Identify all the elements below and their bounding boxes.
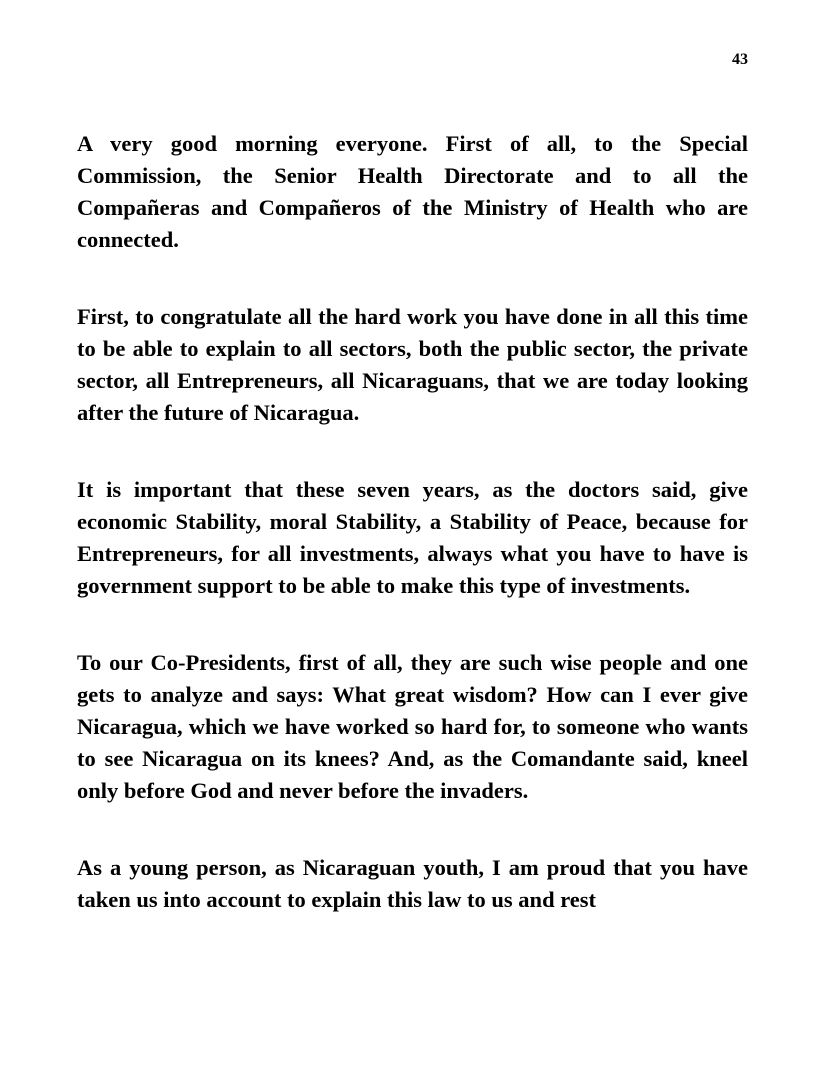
- paragraph-co-presidents: To our Co-Presidents, first of all, they are such wise people and one gets to analyze and says: What great wisdom? How can I ever give Nicaragua, which we have worked so hard for, to someone who wants to see Nicaragua on its knees? And, as the Comandante said, kneel only before God and never before the invaders.: [77, 650, 748, 803]
- paragraph-congratulations: First, to congratulate all the hard work you have done in all this time to be able to explain to all sectors, both the public sector, the private sector, all Entrepreneurs, all Nicaraguans, that we are today looking after the future of Nicaragua.: [77, 304, 748, 425]
- paragraph-greeting: A very good morning everyone. First of all, to the Special Commission, the Senior Health Directorate and to all the Compañeras and Compañeros of the Ministry of Health who are connected.: [77, 131, 748, 252]
- body-text: [77, 128, 748, 961]
- paragraph-stability: It is important that these seven years, as the doctors said, give economic Stability, moral Stability, a Stability of Peace, because for Entrepreneurs, for all investments, always what you have to have is government support to be able to make this type of investments.: [77, 477, 748, 598]
- paragraph-youth: As a young person, as Nicaraguan youth, I am proud that you have taken us into account to explain this law to us and rest: [77, 855, 748, 912]
- page-number: 43: [732, 51, 748, 68]
